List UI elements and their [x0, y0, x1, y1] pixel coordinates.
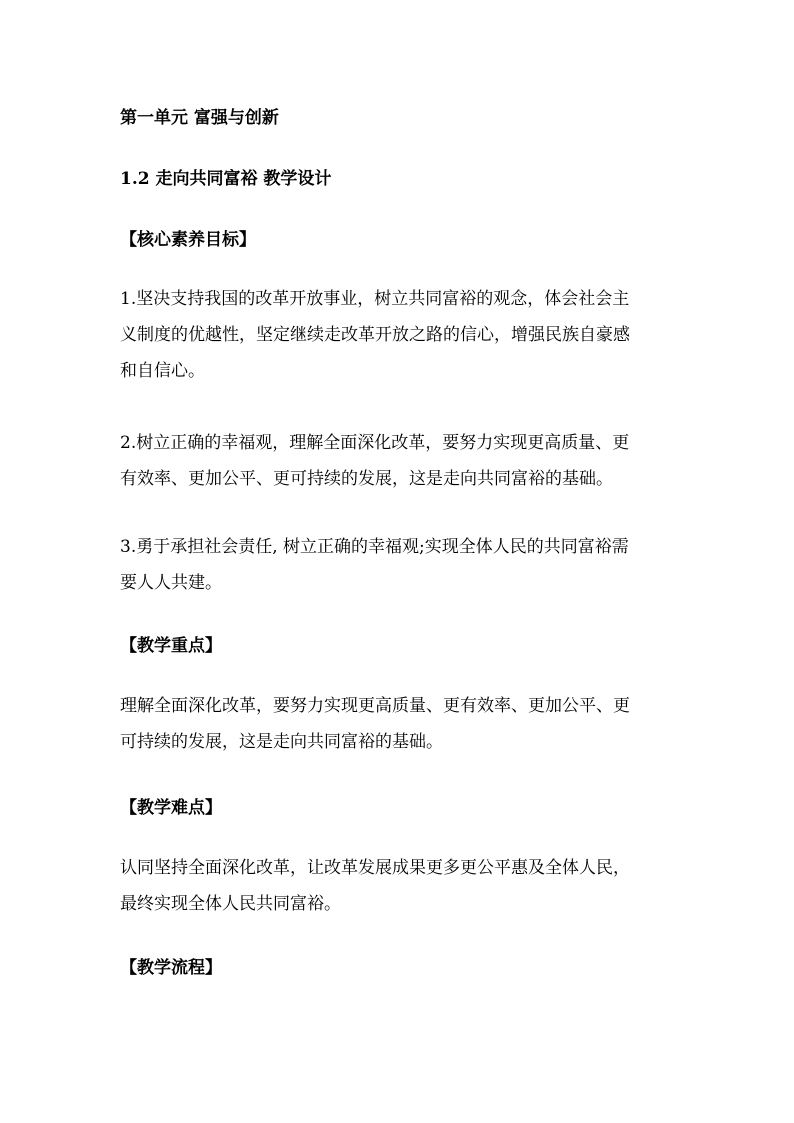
paragraph-line: 3.勇于承担社会责任, 树立正确的幸福观;实现全体人民的共同富裕需: [120, 537, 629, 557]
core-goal-item-3: [120, 535, 700, 595]
paragraph-line: 认同坚持全面深化改革，让改革发展成果更多更公平惠及全体人民，: [120, 858, 630, 878]
unit-title: 第一单元 富强与创新: [120, 108, 279, 128]
paragraph-line: 理解全面深化改革，要努力实现更高质量、更有效率、更加公平、更: [120, 696, 630, 716]
lesson-title: 1.2 走向共同富裕 教学设计: [120, 169, 332, 189]
key-point-heading: 【教学重点】: [120, 636, 222, 656]
paragraph-line: 可持续的发展，这是走向共同富裕的基础。: [120, 732, 443, 752]
core-goal-item-2: [120, 431, 700, 491]
core-goals-heading: 【核心素养目标】: [120, 230, 256, 250]
paragraph-line: 有效率、更加公平、更可持续的发展，这是走向共同富裕的基础。: [120, 469, 613, 489]
paragraph-line: 1.坚决支持我国的改革开放事业，树立共同富裕的观念，体会社会主: [120, 289, 630, 309]
key-point-text: [120, 694, 700, 754]
process-heading: 【教学流程】: [120, 958, 222, 978]
paragraph-line: 最终实现全体人民共同富裕。: [120, 894, 341, 914]
paragraph-line: 要人人共建。: [120, 573, 222, 593]
difficult-point-heading: 【教学难点】: [120, 798, 222, 818]
core-goal-item-1: [120, 287, 700, 383]
paragraph-line: 义制度的优越性，坚定继续走改革开放之路的信心，增强民族自豪感: [120, 325, 630, 345]
difficult-point-text: [120, 856, 700, 916]
paragraph-line: 和自信心。: [120, 361, 205, 381]
paragraph-line: 2.树立正确的幸福观，理解全面深化改革，要努力实现更高质量、更: [120, 433, 630, 453]
